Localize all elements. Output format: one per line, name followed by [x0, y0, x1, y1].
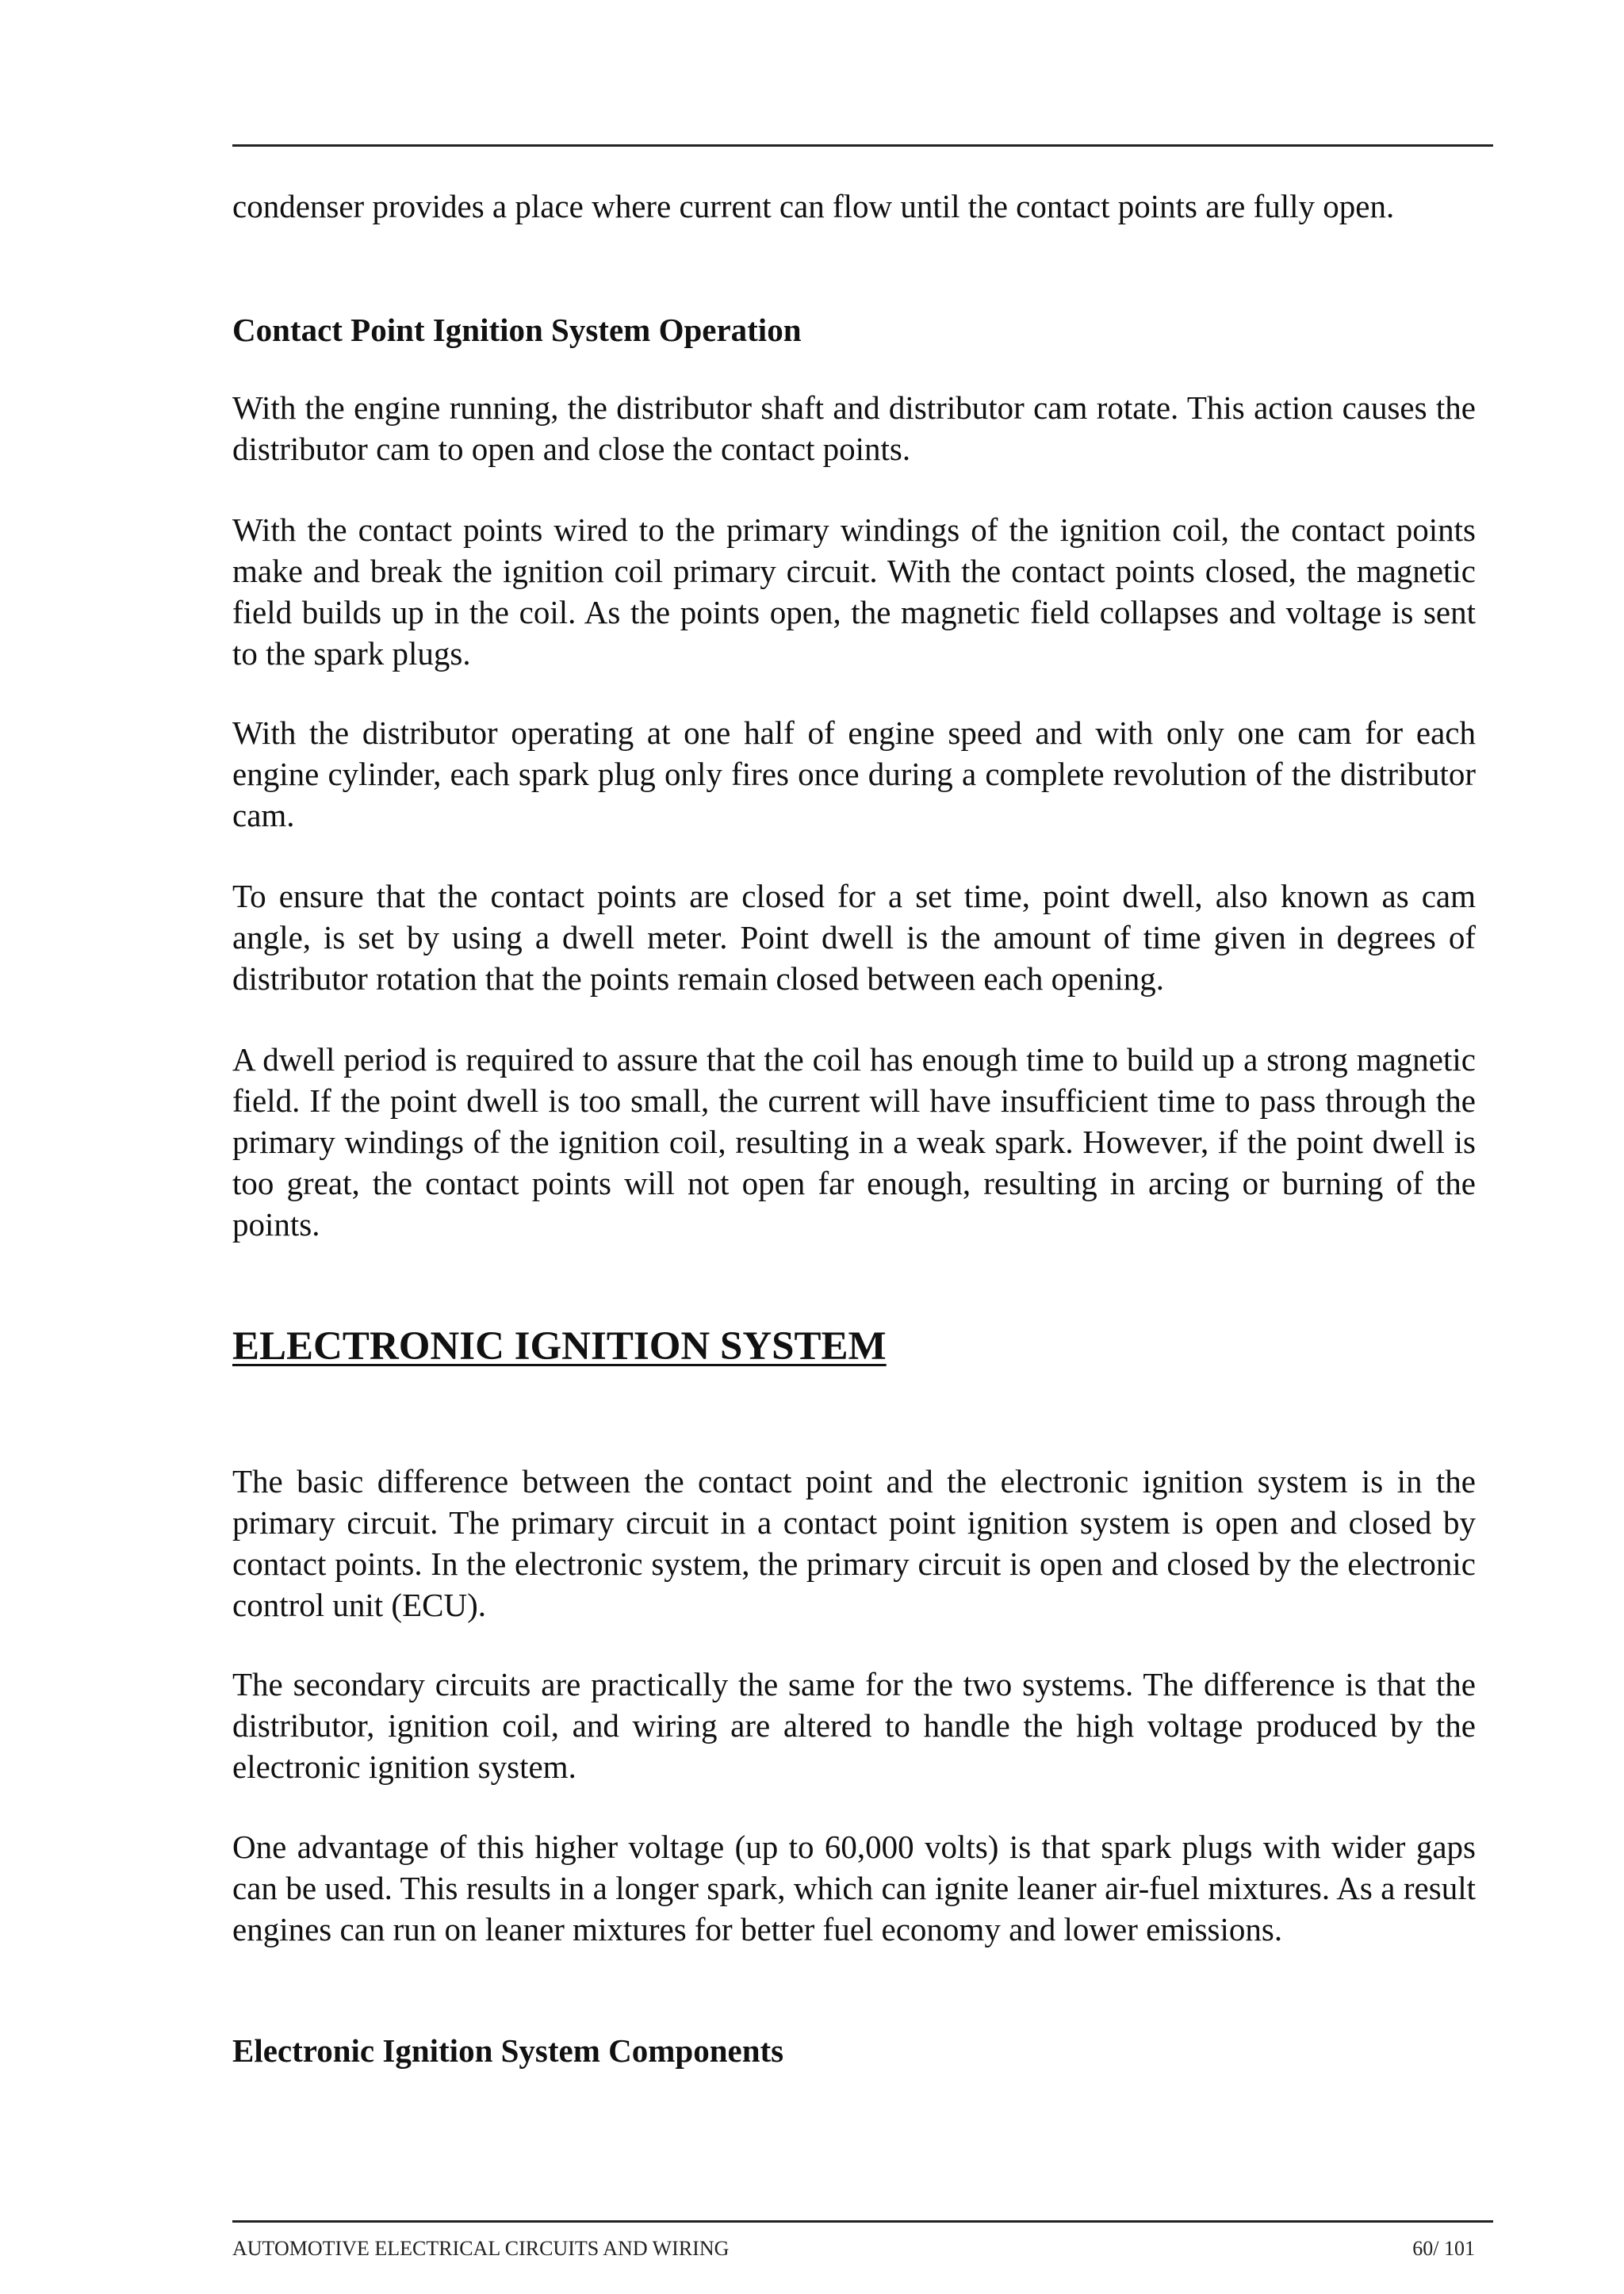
page-number: 60/ 101	[1412, 2237, 1475, 2260]
paragraph-higher-voltage-advantage: One advantage of this higher voltage (up to 60,000 volts) is that spark plugs with wider gaps can be used. This results in a longer spark, which can ignite leaner air-fuel mixtures. As a result engines can run on leaner mixtures for better fuel economy and lower emissions.	[232, 1829, 1476, 1947]
subheading-contact-point-operation: Contact Point Ignition System Operation	[232, 312, 802, 348]
paragraph-half-engine-speed: With the distributor operating at one half of engine speed and with only one cam for each engine cylinder, each spark plug only fires once during a complete revolution of the distributor cam.	[232, 714, 1476, 833]
footer-rule	[232, 2220, 1493, 2223]
paragraph-engine-running: With the engine running, the distributor shaft and distributor cam rotate. This action causes the distributor cam to open and close the contact points.	[232, 389, 1476, 467]
footer-title: AUTOMOTIVE ELECTRICAL CIRCUITS AND WIRING	[232, 2237, 730, 2260]
section-title-electronic-ignition: ELECTRONIC IGNITION SYSTEM	[232, 1324, 887, 1369]
paragraph-dwell-period: A dwell period is required to assure that the coil has enough time to build up a strong magnetic field. If the point dwell is too small, the current will have insufficient time to pass through the primary windings of the ignition coil, resulting in a weak spark. However, if the point dwell is too great, the contact points will not open far enough, resulting in arcing or burning of the points.	[232, 1041, 1476, 1243]
paragraph-contact-points-wired: With the contact points wired to the primary windings of the ignition coil, the contact points make and break the ignition coil primary circuit. With the contact points closed, the magnetic field builds up in the coil. As the points open, the magnetic field collapses and voltage is sent to the spark plugs.	[232, 511, 1476, 672]
paragraph-basic-difference: The basic difference between the contact point and the electronic ignition system is in the primary circuit. The primary circuit in a contact point ignition system is open and closed by contact points. In the electronic system, the primary circuit is open and closed by the electronic control unit (ECU).	[232, 1463, 1476, 1623]
paragraph-secondary-circuits: The secondary circuits are practically the same for the two systems. The difference is that the distributor, ignition coil, and wiring are altered to handle the high voltage produced by the electronic ignition system.	[232, 1666, 1476, 1785]
subheading-electronic-components: Electronic Ignition System Components	[232, 2032, 784, 2069]
paragraph-condenser: condenser provides a place where current can flow until the contact points are fully open.	[232, 188, 1395, 224]
header-rule	[232, 144, 1493, 147]
paragraph-point-dwell: To ensure that the contact points are closed for a set time, point dwell, also known as cam angle, is set by using a dwell meter. Point dwell is the amount of time given in degrees of distributor rotation that the points remain closed between each opening.	[232, 878, 1476, 997]
